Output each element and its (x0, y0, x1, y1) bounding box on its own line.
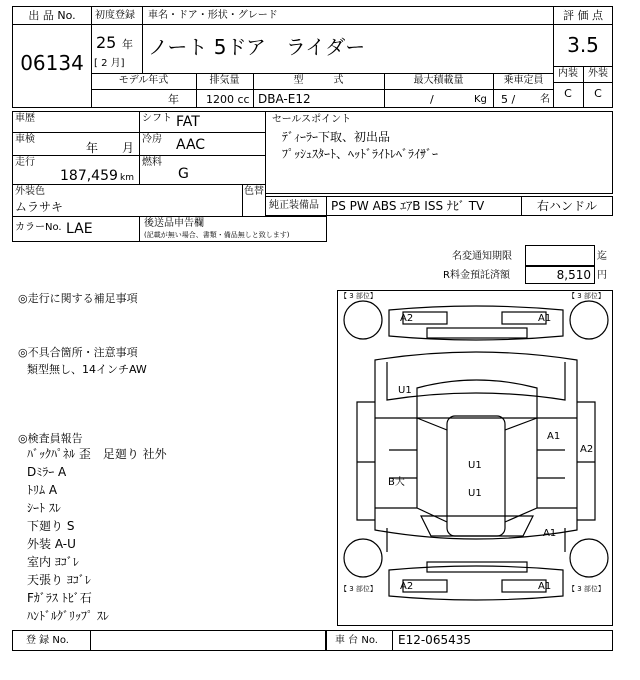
first-reg-month: [ 2 月] (94, 58, 125, 69)
inspection-label: 車検 (15, 134, 35, 145)
color-no-label: カラーNo. (15, 222, 62, 233)
mileage-value: 187,459 (60, 168, 118, 184)
mark-roof-front: U1 (468, 460, 482, 471)
exterior-color-label: 外装色 (15, 186, 45, 197)
equipment-value: PS PW ABS ｴｱB ISS ﾅﾋﾞ TV (331, 199, 485, 213)
capacity-unit: 名 (540, 94, 550, 105)
inspector-line-5: 下廻り S (27, 519, 75, 533)
inspector-line-6: 外装 A-U (27, 537, 76, 551)
mark-roof-rear: U1 (468, 488, 482, 499)
post-doc-label: 後送品申告欄 (144, 218, 204, 229)
interior-grade-label: 内装 (558, 68, 578, 79)
mark-rear-right: A1 (543, 528, 557, 539)
mark-quarter-right: A2 (580, 444, 594, 455)
interior-grade-value: C (564, 87, 572, 100)
recycle-value: 8,510 (556, 268, 591, 282)
inspector-title: ◎検査員報告 (18, 432, 83, 445)
mark-rear-bumper-left: A2 (400, 581, 414, 592)
mark-door-left-rear: B大 (388, 477, 405, 488)
defects-line: 類型無し、14インチAW (27, 363, 147, 376)
model-year-label: モデル年式 (118, 75, 169, 86)
corner-label-bottom-right: 【 3 部位】 (568, 585, 605, 593)
mark-front-bumper-left: A2 (400, 313, 414, 324)
ac-label: 冷房 (142, 134, 162, 145)
color-no-value: LAE (66, 221, 93, 237)
deadline-field (525, 245, 595, 266)
vehicle-desc-label: 車名・ドア・形状・グレード (148, 10, 278, 21)
inspector-line-4: ｼｰﾄ ｽﾚ (27, 501, 61, 515)
repaint-label: 色替 (244, 186, 264, 197)
first-reg-year: 25 (96, 33, 117, 52)
recycle-unit: 円 (597, 270, 607, 281)
recycle-label: R料金預託済額 (443, 270, 510, 281)
fuel-label: 燃料 (142, 157, 162, 168)
displacement-label: 排気量 (209, 75, 240, 86)
type-label: 型 式 (293, 75, 344, 86)
mark-front-bumper-right: A1 (538, 313, 552, 324)
sales-point-line-1: ﾃﾞｨｰﾗｰ下取、初出品 (282, 130, 391, 144)
history-label: 車歴 (15, 113, 35, 124)
ac-value: AAC (176, 137, 206, 153)
exterior-color-value: ムラサキ (15, 200, 64, 214)
equipment-label: 純正装備品 (269, 200, 319, 211)
fuel-value: G (178, 166, 189, 182)
sales-point-line-2: ﾌﾟｯｼｭｽﾀｰﾄ、ﾍｯﾄﾞﾗｲﾄﾚﾍﾞﾗｲｻﾞｰ (282, 147, 439, 161)
chassis-label: 車 台 No. (335, 635, 378, 646)
mark-door-right-front: A1 (547, 431, 561, 442)
first-reg-label: 初度登録 (95, 10, 135, 21)
shift-value: FAT (176, 114, 200, 130)
inspector-line-2: Dﾐﾗｰ A (27, 465, 67, 479)
inspector-line-8: 天張り ﾖｺﾞﾚ (27, 573, 91, 587)
defects-title: ◎不具合箇所・注意事項 (18, 346, 138, 359)
type-value: DBA-E12 (258, 92, 311, 106)
deadline-suffix: 迄 (597, 251, 607, 262)
displacement-value: 1200 cc (206, 93, 250, 106)
steering-value: 右ハンドル (536, 199, 597, 213)
vehicle-name: ノート 5ドア ライダー (148, 35, 366, 59)
first-reg-year-unit: 年 (122, 38, 133, 51)
exterior-grade-value: C (594, 87, 602, 100)
grade-value: 3.5 (567, 33, 599, 57)
inspector-line-3: ﾄﾘﾑ A (27, 483, 58, 497)
inspector-line-10: ﾊﾝﾄﾞﾙｸﾞﾘｯﾌﾟ ｽﾚ (27, 609, 109, 623)
driving-notes-title: ◎走行に関する補足事項 (18, 292, 138, 305)
lot-number-value: 06134 (20, 51, 84, 75)
capacity-label: 乗車定員 (503, 75, 544, 86)
exterior-grade-label: 外装 (588, 68, 608, 79)
car-outline-diagram (337, 290, 613, 626)
registration-label: 登 録 No. (26, 635, 69, 646)
post-doc-note: (記載が無い場合、書類・備品無しと致します) (144, 231, 290, 239)
inspection-month: 月 (122, 141, 135, 155)
inspector-line-1: ﾊﾞｯｸﾊﾟﾈﾙ 歪 足廻り 社外 (27, 447, 167, 461)
lot-number-label: 出 品 No. (28, 9, 76, 22)
model-year-value: 年 (168, 93, 179, 106)
grade-label: 評 価 点 (563, 9, 603, 22)
corner-label-bottom-left: 【 3 部位】 (340, 585, 377, 593)
mileage-label: 走行 (15, 157, 35, 168)
capacity-value: 5 / (501, 93, 516, 106)
corner-label-top-right: 【 3 部位】 (568, 292, 605, 300)
shift-label: シフト (142, 113, 172, 124)
max-load-label: 最大積載量 (413, 75, 464, 86)
max-load-unit: Kg (474, 94, 487, 105)
mark-rear-bumper-right: A1 (538, 581, 552, 592)
max-load-value: / (430, 93, 434, 106)
mileage-unit: km (120, 173, 134, 183)
sales-points-label: セールスポイント (272, 114, 352, 125)
corner-label-top-left: 【 3 部位】 (340, 292, 377, 300)
chassis-value: E12-065435 (398, 633, 471, 647)
deadline-label: 名変通知期限 (452, 251, 512, 262)
inspector-line-7: 室内 ﾖｺﾞﾚ (27, 555, 79, 569)
inspector-line-9: Fｶﾞﾗｽ ﾄﾋﾞ石 (27, 591, 92, 605)
inspection-year: 年 (86, 141, 99, 155)
mark-fender-left: U1 (398, 385, 412, 396)
